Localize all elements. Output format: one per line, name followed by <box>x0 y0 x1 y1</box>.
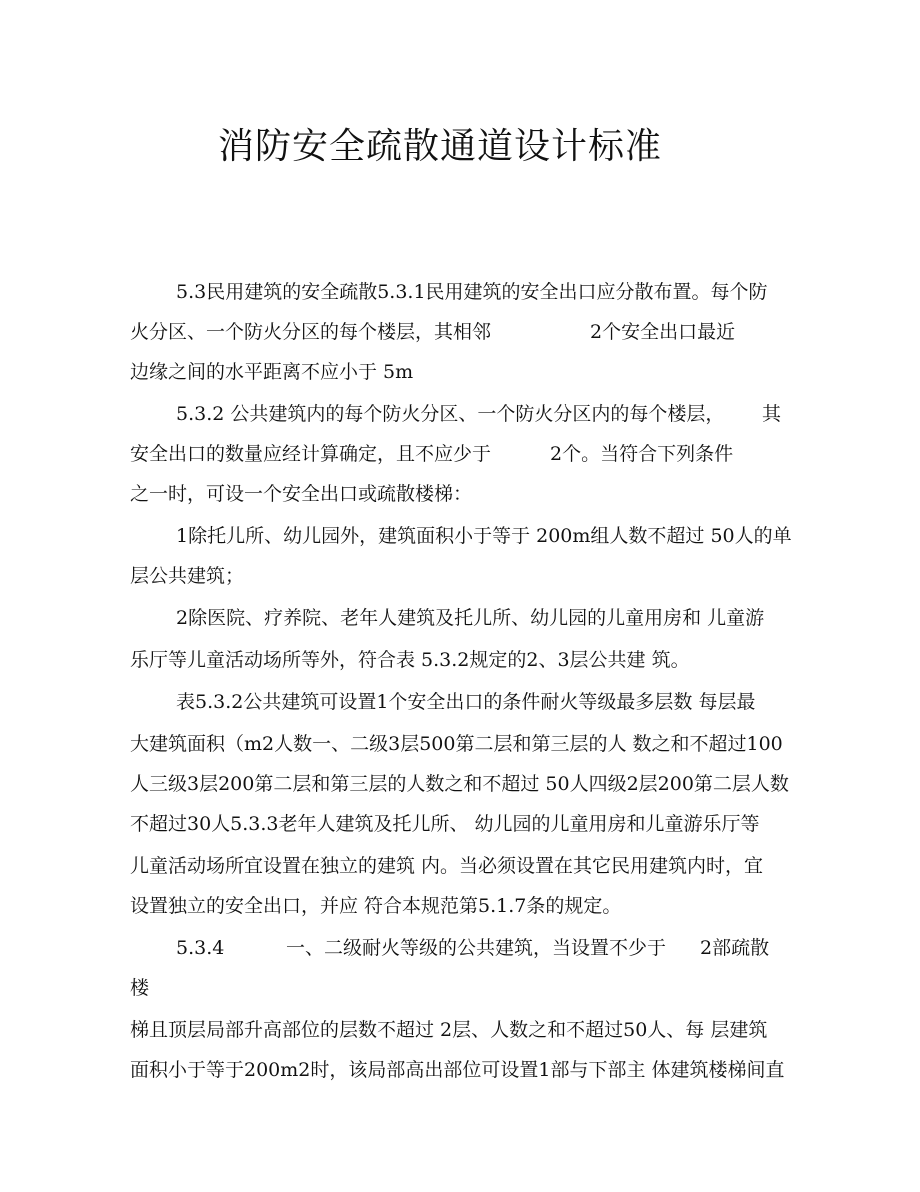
text-line: 设置独立的安全出口，并应 符合本规范第5.1.7条的规定。 <box>130 895 622 917</box>
text-line: 1除托儿所、幼儿园外，建筑面积小于等于 200m组人数不超过 50人的单 <box>176 525 792 547</box>
text-line: 梯且顶层局部升高部位的层数不超过 2层、人数之和不超过50人、每 层建筑 <box>130 1019 768 1041</box>
text-line: 乐厅等儿童活动场所等外，符合表 5.3.2规定的2、3层公共建 筑。 <box>130 649 690 671</box>
text-line: 5.3民用建筑的安全疏散5.3.1民用建筑的安全出口应分散布置。每个防 <box>176 281 768 303</box>
text-line: 人三级3层200第二层和第三层的人数之和不超过 50人四级2层200第二层人数 <box>130 773 789 795</box>
text-line: 火分区、一个防火分区的每个楼层，其相邻 <box>130 321 492 343</box>
text-line: 安全出口的数量应经计算确定，且不应少于 <box>130 443 492 465</box>
text-line: 2除医院、疗养院、老年人建筑及托儿所、幼儿园的儿童用房和 儿童游 <box>176 607 765 629</box>
text-line: 层公共建筑； <box>130 565 245 587</box>
text-line: 大建筑面积（m2人数一、二级3层500第二层和第三层的人 数之和不超过100 <box>130 733 783 755</box>
text-line: 表5.3.2公共建筑可设置1个安全出口的条件耐火等级最多层数 每层最 <box>176 691 756 713</box>
text-line: 边缘之间的水平距离不应小于 5m <box>130 361 414 383</box>
text-line: 楼 <box>130 977 150 999</box>
text-line: 2个安全出口最近 <box>590 321 736 343</box>
text-line: 2部疏散 <box>700 937 770 959</box>
text-line: 一、二级耐火等级的公共建筑，当设置不少于 <box>286 937 667 959</box>
text-line: 5.3.4 <box>176 937 225 959</box>
text-line: 5.3.2 公共建筑内的每个防火分区、一个防火分区内的每个楼层， <box>176 403 725 425</box>
text-line: 儿童活动场所宜设置在独立的建筑 内。当必须设置在其它民用建筑内时，宜 <box>130 855 764 877</box>
text-line: 2个。当符合下列条件 <box>550 443 734 465</box>
text-line: 之一时，可设一个安全出口或疏散楼梯： <box>130 483 473 505</box>
text-line: 面积小于等于200m2时，该局部高出部位可设置1部与下部主 体建筑楼梯间直 <box>130 1059 785 1081</box>
document-title: 消防安全疏散通道设计标准 <box>218 126 663 167</box>
text-line: 其 <box>762 403 782 425</box>
text-line: 不超过30人5.3.3老年人建筑及托儿所、 幼儿园的儿童用房和儿童游乐厅等 <box>130 813 760 835</box>
